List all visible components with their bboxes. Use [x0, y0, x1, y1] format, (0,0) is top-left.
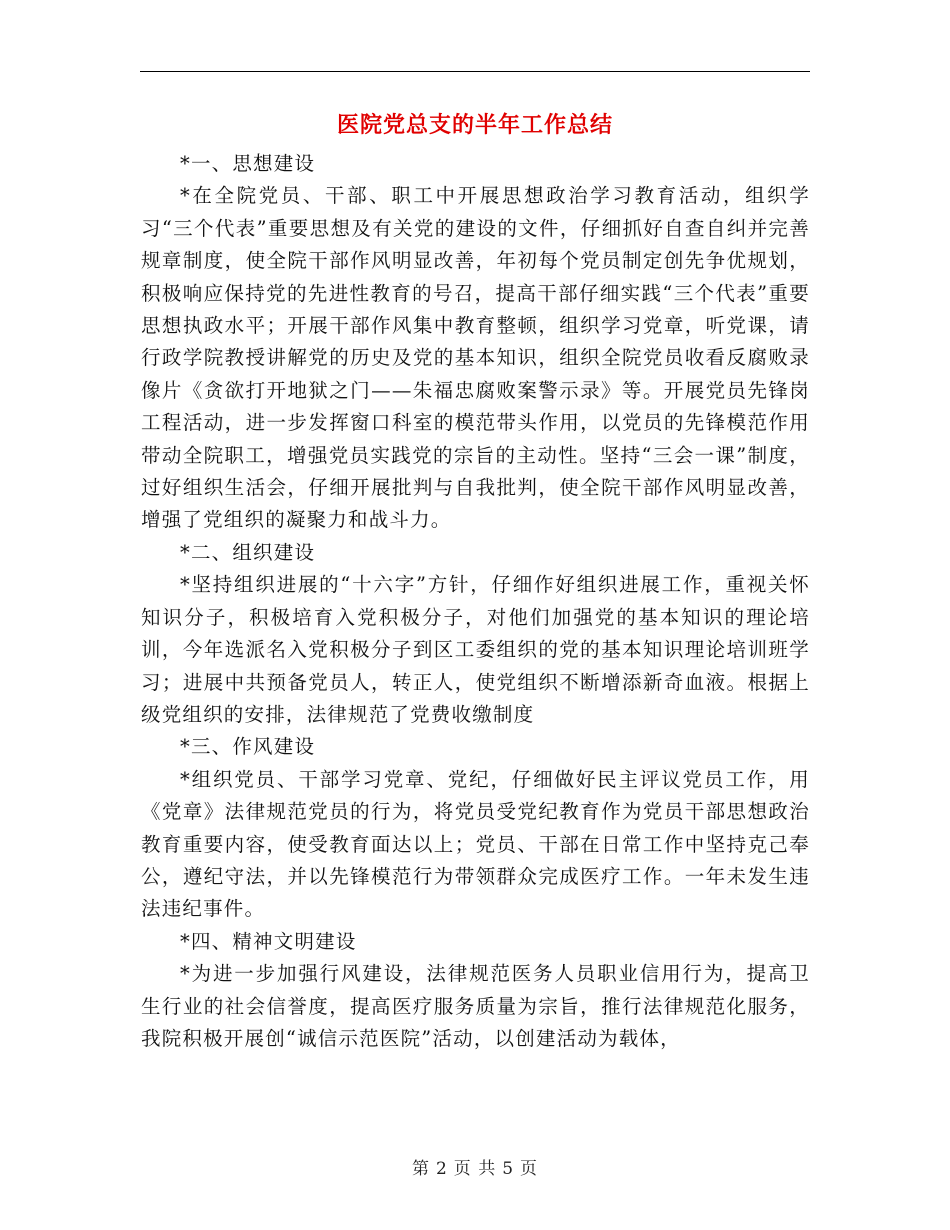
paragraph-organization: *坚持组织进展的“十六字”方针，仔细作好组织进展工作，重视关怀知识分子，积极培育入党积极分子，对他们加强党的基本知识的理论培训，今年选派名入党积极分子到区工委组织的党的基本知识理论培训班学习；进展中共预备党员人，转正人，使党组织不断增添新奇血液。根据上级党组织的安排，法律规范了党费收缴制度	[141, 573, 810, 726]
paragraph-ideology: *在全院党员、干部、职工中开展思想政治学习教育活动，组织学习“三个代表”重要思想及有关党的建设的文件，仔细抓好自查自纠并完善规章制度，使全院干部作风明显改善，年初每个党员制定创先争优规划，积极响应保持党的先进性教育的号召，提高干部仔细实践“三个代表”重要思想执政水平；开展干部作风集中教育整顿，组织学习党章，听党课，请行政学院教授讲解党的历史及党的基本知识，组织全院党员收看反腐败录像片《贪欲打开地狱之门——朱福忠腐败案警示录》等。开展党员先锋岗工程活动，进一步发挥窗口科室的模范带头作用，以党员的先锋模范作用带动全院职工，增强党员实践党的宗旨的主动性。坚持“三会一课”制度，过好组织生活会，仔细开展批判与自我批判，使全院干部作风明显改善，增强了党组织的凝聚力和战斗力。	[141, 184, 810, 532]
heading-work-style: *三、作风建设	[180, 735, 316, 759]
current-page-number: 2	[435, 1159, 448, 1179]
page-footer	[0, 1154, 950, 1179]
document-body	[141, 148, 810, 1055]
footer-suffix: 页	[520, 1159, 539, 1179]
footer-mid: 页 共	[453, 1159, 497, 1179]
total-page-number: 5	[502, 1159, 515, 1179]
paragraph-work-style: *组织党员、干部学习党章、党纪，仔细做好民主评议党员工作，用《党章》法律规范党员的行为，将党员受党纪教育作为党员干部思想政治教育重要内容，使受教育面达以上；党员、干部在日常工作中坚持克己奉公，遵纪守法，并以先锋模范行为带领群众完成医疗工作。一年未发生违法违纪事件。	[141, 767, 810, 921]
heading-civilization: *四、精神文明建设	[180, 929, 357, 953]
heading-organization: *二、组织建设	[180, 540, 316, 564]
heading-ideology: *一、思想建设	[180, 152, 316, 175]
footer-prefix: 第	[411, 1159, 430, 1179]
document-title: 医院党总支的半年工作总结	[336, 112, 613, 138]
paragraph-civilization: *为进一步加强行风建设，法律规范医务人员职业信用行为，提高卫生行业的社会信誉度，提高医疗服务质量为宗旨，推行法律规范化服务，我院积极开展创“诚信示范医院”活动，以创建活动为载体，	[141, 962, 810, 1050]
header-rule	[140, 71, 810, 72]
